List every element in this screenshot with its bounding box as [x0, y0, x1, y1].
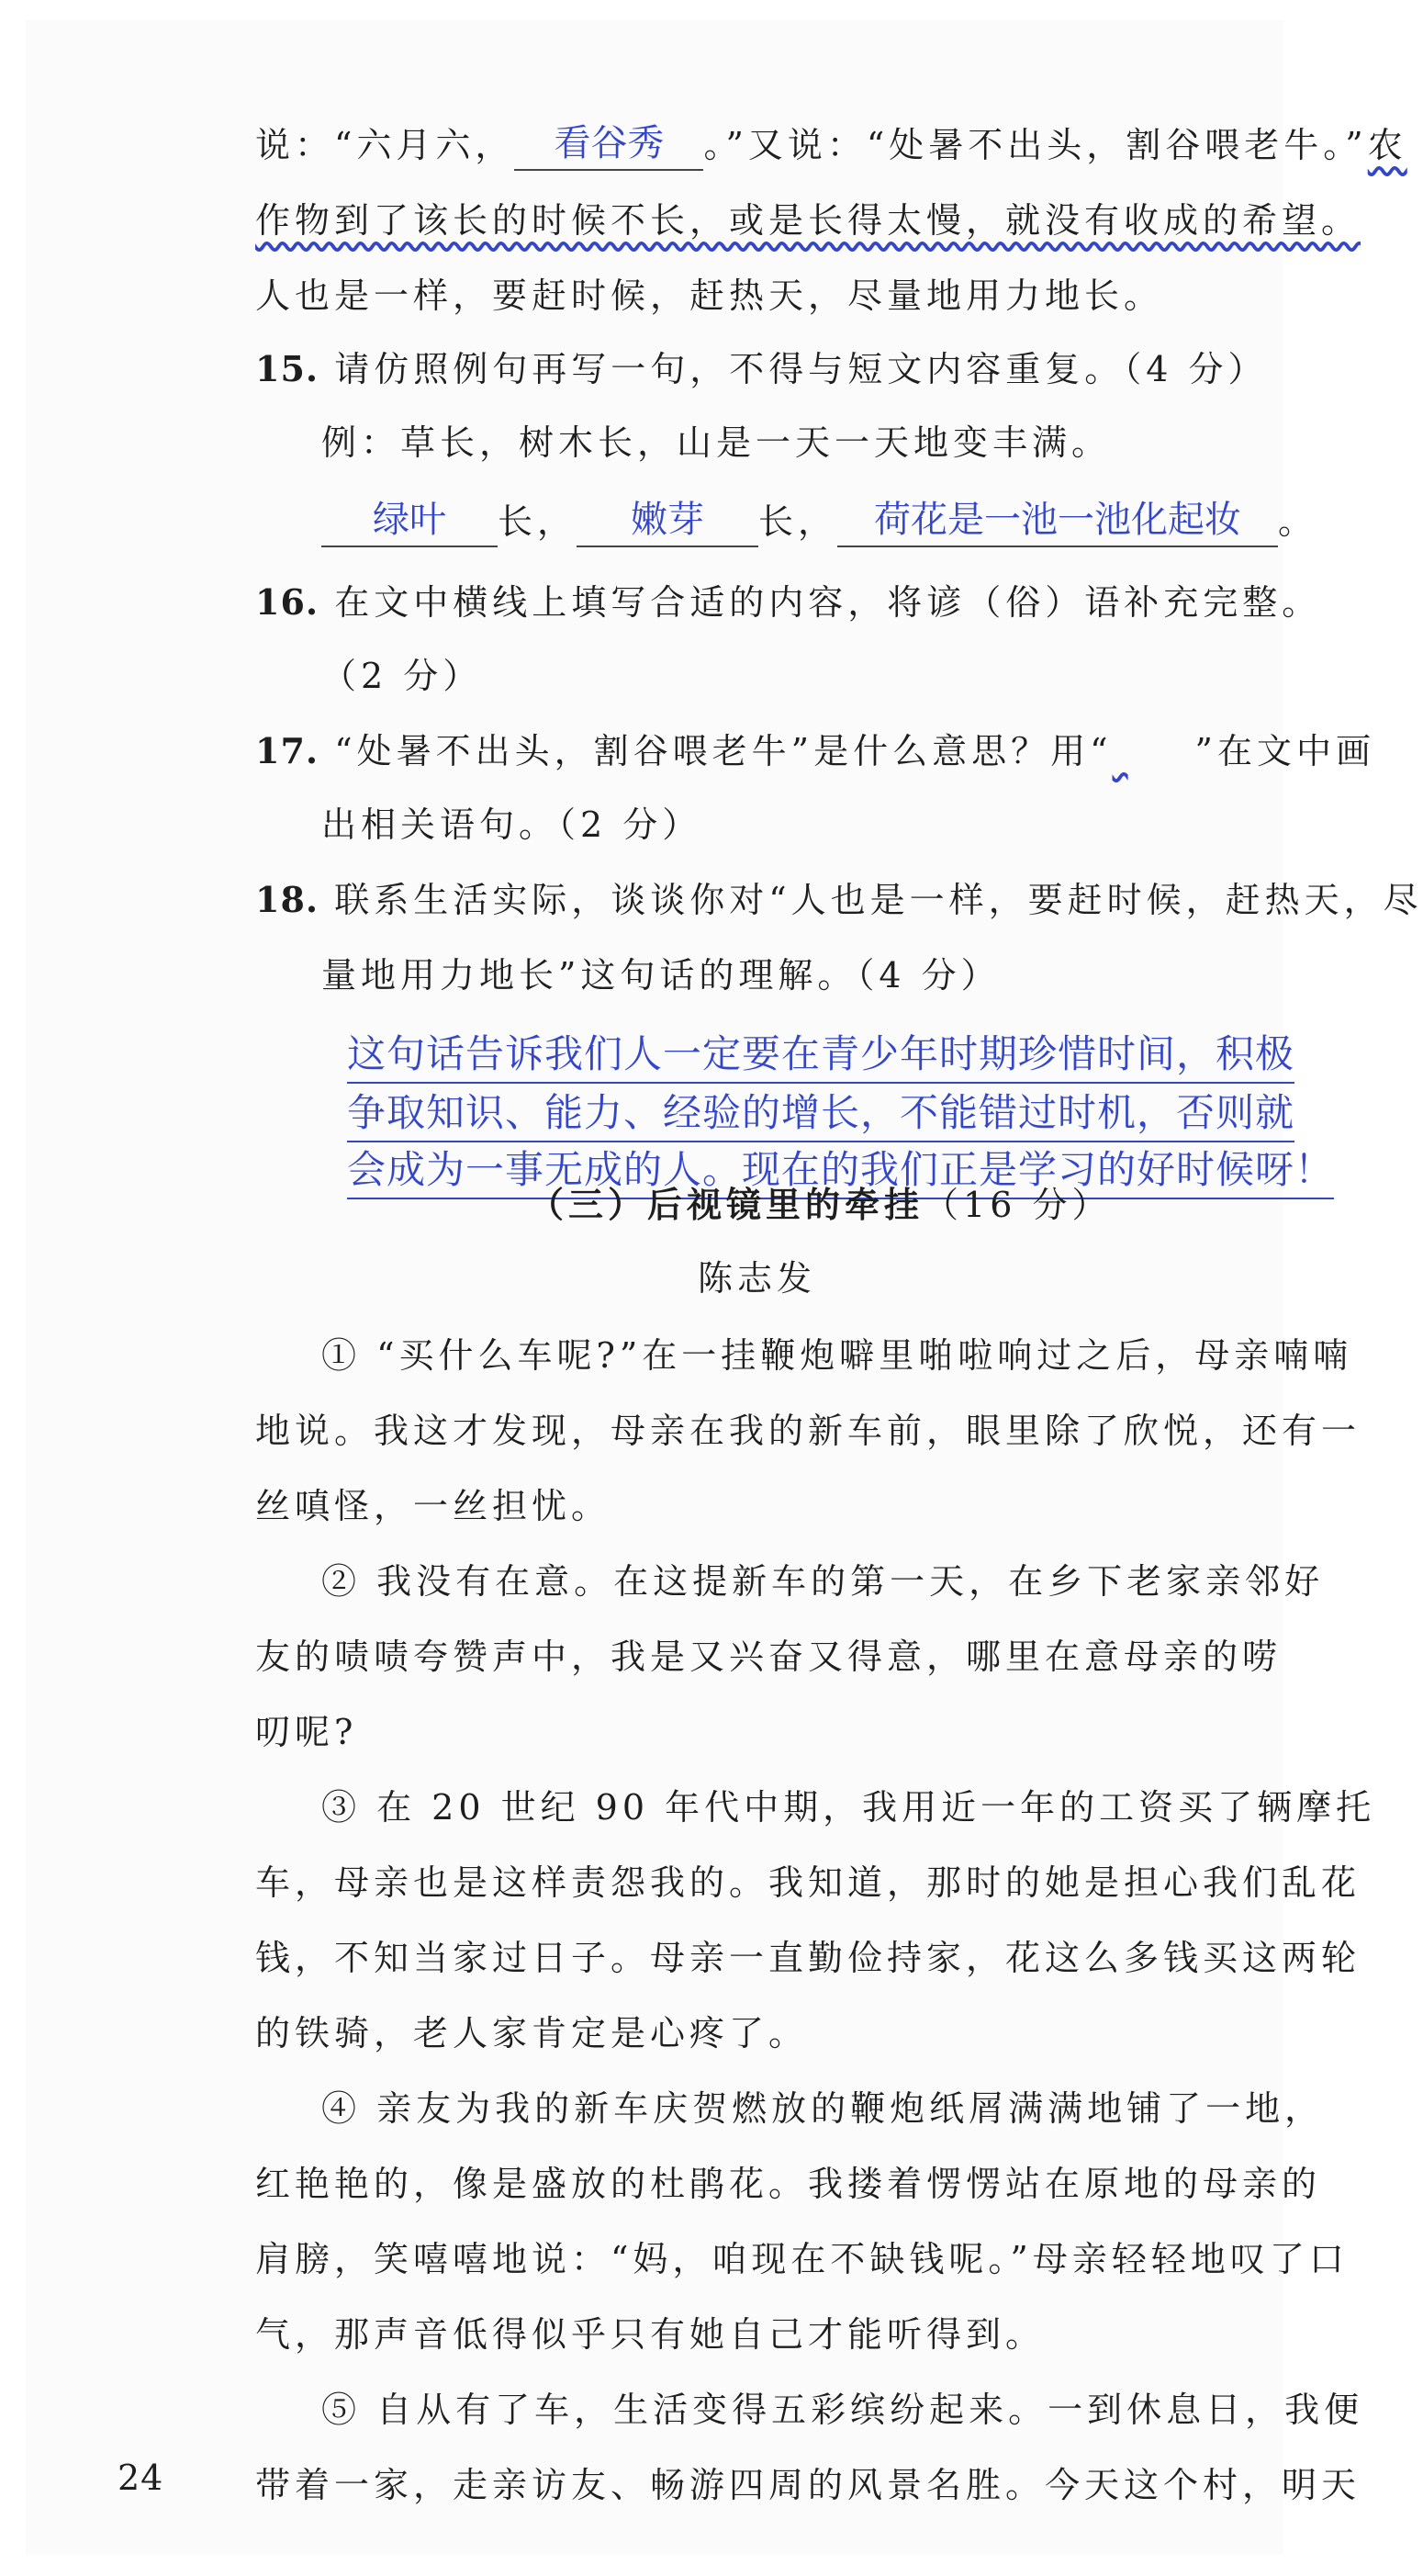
separator-text: 长， [758, 501, 838, 542]
question-number: 16. [255, 581, 319, 623]
paragraph-4-line-4: 气，那声音低得似乎只有她自己才能听得到。 [255, 2314, 1046, 2355]
paragraph-5-line-2: 带着一家，走亲访友、畅游四周的风景名胜。今天这个村，明天 [255, 2465, 1361, 2505]
wavy-underlined-text: 农 [1367, 125, 1407, 165]
paragraph-1-line-1: ① “买什么车呢?”在一挂鞭炮噼里啪啦响过之后，母亲喃喃 [321, 1335, 1353, 1376]
question-text: ”在文中画 [1194, 731, 1375, 771]
passage-line-1 [255, 119, 1407, 171]
q15-answer-line [321, 496, 1317, 547]
section-title: （三）后视镜里的牵挂 [529, 1184, 924, 1225]
paragraph-2-line-2: 友的啧啧夸赞声中，我是又兴奋又得意，哪里在意母亲的唠 [255, 1637, 1283, 1677]
answer-blank-15b[interactable] [577, 498, 758, 547]
question-number: 17. [255, 730, 319, 771]
separator-text: 长， [498, 501, 577, 542]
paragraph-1-line-2: 地说。我这才发现，母亲在我的新车前，眼里除了欣悦，还有一 [255, 1411, 1361, 1451]
question-text: 在文中横线上填写合适的内容，将谚（俗）语补充完整。 [334, 582, 1322, 623]
question-number: 15. [255, 348, 319, 389]
question-17 [255, 726, 1375, 777]
paragraph-1-line-3: 丝嗔怪，一丝担忧。 [255, 1486, 611, 1526]
passage-text: 说：“六月六， [255, 125, 515, 165]
paragraph-2-line-3: 叨呢? [255, 1712, 358, 1752]
section-score: （16 分） [924, 1185, 1112, 1225]
handwritten-answer: 荷花是一池一池化起妆 [874, 499, 1242, 541]
paragraph-3-line-4: 的铁骑，老人家肯定是心疼了。 [255, 2013, 809, 2053]
paragraph-4-line-2: 红艳艳的，像是盛放的杜鹃花。我搂着愣愣站在原地的母亲的 [255, 2164, 1322, 2204]
q18-answer-line-3[interactable]: 会成为一事无成的人。现在的我们正是学习的好时候呀！ [347, 1142, 1334, 1199]
q18-answer-line-2[interactable]: 争取知识、能力、经验的增长，不能错过时机，否则就 [347, 1086, 1294, 1142]
question-16 [255, 577, 1321, 628]
q18-line-2: 量地用力地长”这句话的理解。（4 分） [321, 955, 1001, 996]
paragraph-2-line-1: ② 我没有在意。在这提新车的第一天，在乡下老家亲邻好 [321, 1561, 1325, 1602]
wavy-underlined-text: 作物到了该长的时候不长，或是长得太慢，就没有收成的希望。 [255, 200, 1361, 241]
question-text: 请仿照例句再写一句，不得与短文内容重复。（4 分） [334, 349, 1268, 389]
question-18 [255, 874, 1423, 926]
passage-text: 。”又说：“处暑不出头，割谷喂老牛。” [703, 125, 1368, 165]
page-number: 24 [118, 2458, 164, 2498]
q16-score: （2 分） [321, 656, 483, 696]
handwritten-answer: 绿叶 [373, 499, 446, 541]
paragraph-3-line-1: ③ 在 20 世纪 90 年代中期，我用近一年的工资买了辆摩托 [321, 1787, 1376, 1828]
answer-blank-15c[interactable] [837, 498, 1278, 547]
paragraph-4-line-3: 肩膀，笑嘻嘻地说：“妈，咱现在不缺钱呢。”母亲轻轻地叹了口 [255, 2239, 1349, 2279]
paragraph-4-line-1: ④ 亲友为我的新车庆贺燃放的鞭炮纸屑满满地铺了一地， [321, 2088, 1325, 2129]
section-heading [529, 1179, 1111, 1231]
separator-text: 。 [1278, 501, 1318, 542]
answer-blank-15a[interactable] [321, 498, 498, 547]
paragraph-3-line-3: 钱，不知当家过日子。母亲一直勤俭持家，花这么多钱买这两轮 [255, 1938, 1361, 1978]
paragraph-5-line-1: ⑤ 自从有了车，生活变得五彩缤纷起来。一到休息日，我便 [321, 2390, 1364, 2430]
passage-line-3: 人也是一样，要赶时候，赶热天，尽量地用力地长。 [255, 276, 1164, 316]
q18-answer-line-1[interactable]: 这句话告诉我们人一定要在青少年时期珍惜时间，积极 [347, 1027, 1294, 1084]
question-number: 18. [255, 879, 319, 920]
q15-example: 例：草长，树木长，山是一天一天地变丰满。 [321, 422, 1112, 463]
q17-line-2: 出相关语句。（2 分） [321, 804, 702, 845]
paragraph-3-line-2: 车，母亲也是这样责怨我的。我知道，那时的她是担心我们乱花 [255, 1862, 1361, 1903]
question-text: “处暑不出头，割谷喂老牛”是什么意思？用“ [334, 731, 1113, 771]
passage-line-2 [255, 195, 1361, 246]
handwritten-answer: 嫩芽 [631, 499, 705, 541]
answer-blank-1[interactable] [514, 121, 703, 171]
handwritten-answer: 看谷秀 [554, 122, 665, 164]
question-text: 联系生活实际，谈谈你对“人也是一样，要赶时候，赶热天，尽 [334, 880, 1423, 920]
wavy-line-symbol [1113, 726, 1195, 777]
author-name: 陈志发 [698, 1258, 817, 1299]
question-15 [255, 343, 1267, 395]
worksheet-page [26, 20, 1423, 2555]
